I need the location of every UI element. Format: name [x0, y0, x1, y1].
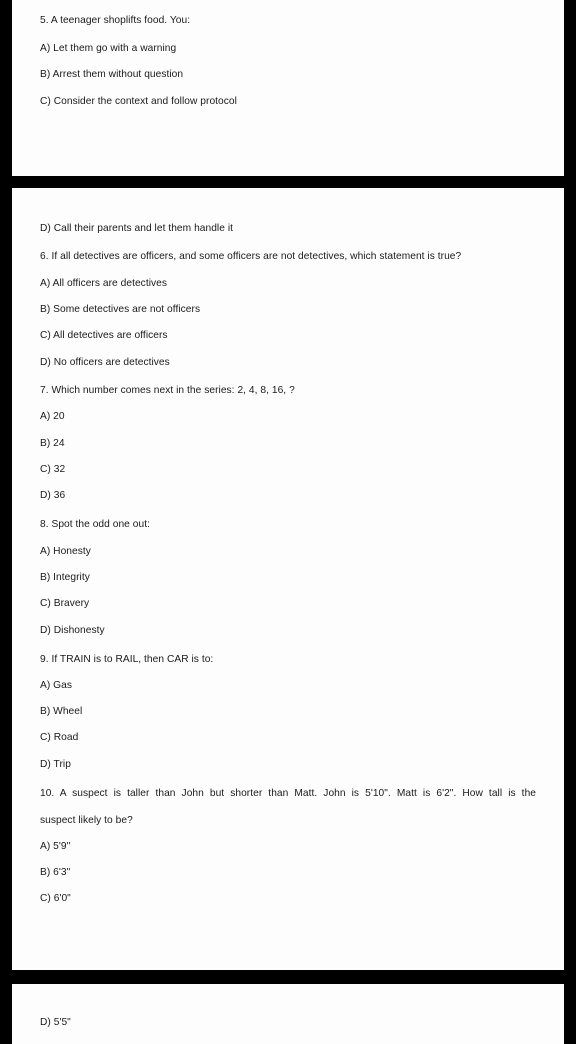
question-7-option-c: C) 32: [40, 464, 66, 475]
document-page-2: [12, 188, 564, 970]
question-8-option-a: A) Honesty: [40, 546, 91, 557]
question-6-stem: 6. If all detectives are officers, and some officers are not detectives, which statement is true?: [40, 251, 462, 262]
question-5-stem: 5. A teenager shoplifts food. You:: [40, 15, 191, 26]
question-8-option-d: D) Dishonesty: [40, 625, 105, 636]
question-8-option-c: C) Bravery: [40, 598, 90, 609]
question-5-option-a: A) Let them go with a warning: [40, 43, 177, 54]
document-page-3: [12, 984, 564, 1044]
question-10-option-a: A) 5'9": [40, 841, 71, 852]
question-7-stem: 7. Which number comes next in the series: 2, 4, 8, 16, ?: [40, 385, 295, 396]
question-10-option-d: D) 5'5": [40, 1017, 71, 1028]
question-5-option-c: C) Consider the context and follow protocol: [40, 96, 237, 107]
question-6-option-a: A) All officers are detectives: [40, 278, 168, 289]
question-9-option-b: B) Wheel: [40, 706, 83, 717]
question-10-option-c: C) 6'0": [40, 893, 71, 904]
question-6-option-d: D) No officers are detectives: [40, 357, 170, 368]
question-9-option-c: C) Road: [40, 732, 79, 743]
question-8-option-b: B) Integrity: [40, 572, 90, 583]
question-6-option-b: B) Some detectives are not officers: [40, 304, 201, 315]
document-page-1: [12, 0, 564, 176]
question-10-option-b: B) 6'3": [40, 867, 71, 878]
question-7-option-d: D) 36: [40, 490, 66, 501]
question-10-stem-line-2: suspect likely to be?: [40, 815, 133, 826]
question-5-option-b: B) Arrest them without question: [40, 69, 184, 80]
question-9-option-a: A) Gas: [40, 680, 73, 691]
question-7-option-a: A) 20: [40, 411, 65, 422]
question-7-option-b: B) 24: [40, 438, 65, 449]
question-6-option-c: C) All detectives are officers: [40, 330, 168, 341]
question-9-stem: 9. If TRAIN is to RAIL, then CAR is to:: [40, 654, 214, 665]
question-10-stem-line-1: 10. A suspect is taller than John but shorter than Matt. John is 5'10". Matt is 6'2". How tall is the: [40, 788, 536, 799]
question-8-stem: 8. Spot the odd one out:: [40, 519, 150, 530]
question-5-option-d: D) Call their parents and let them handle it: [40, 223, 234, 234]
question-9-option-d: D) Trip: [40, 759, 71, 770]
